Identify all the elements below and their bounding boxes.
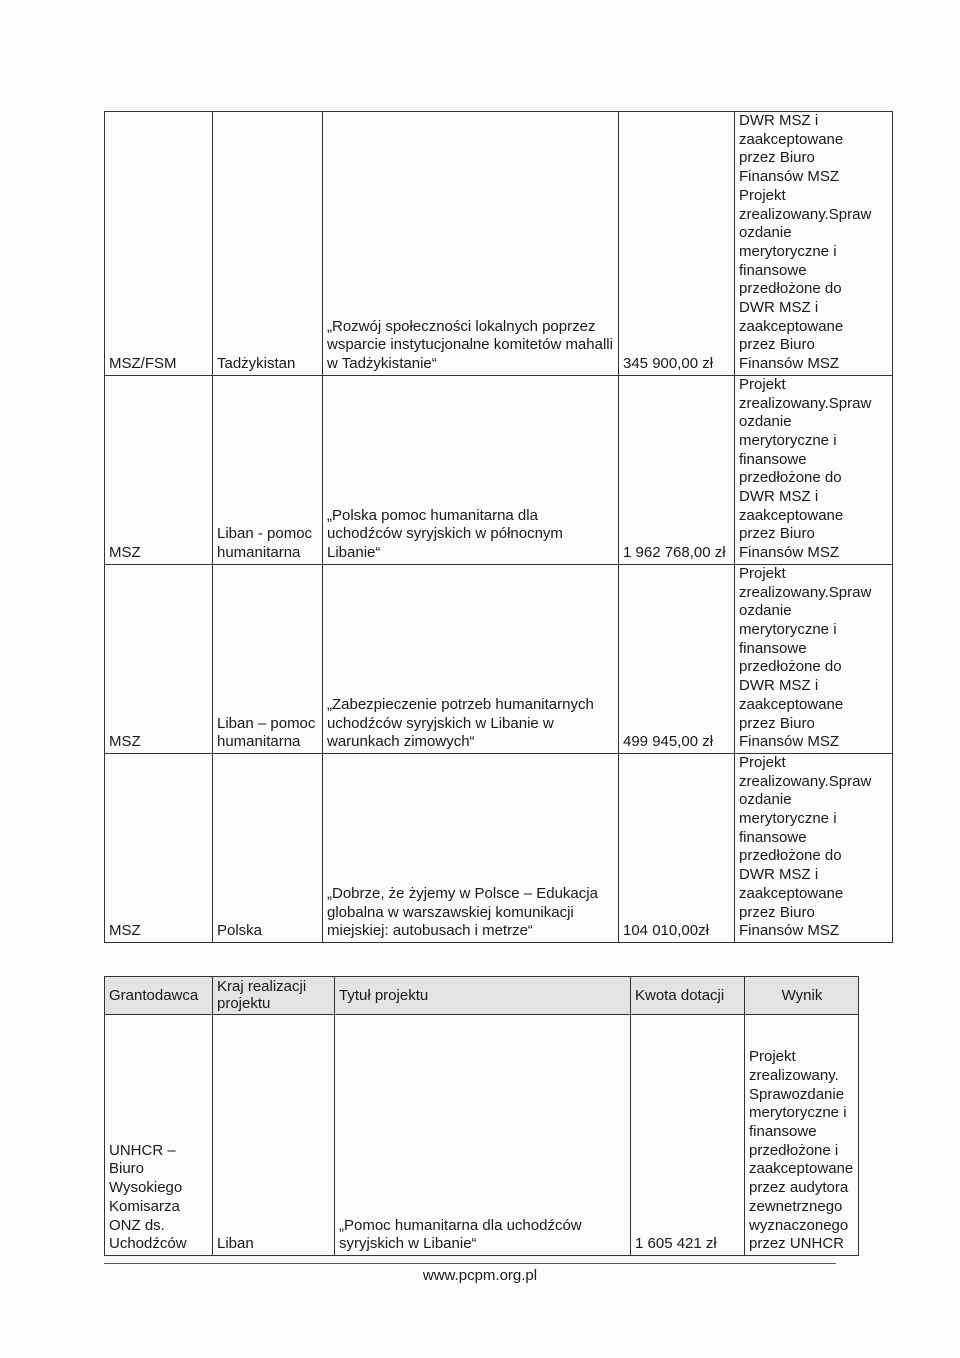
project-title-cell: „Polska pomoc humanitarna dla uchodźców syryjskich w północnym Libanie“ [323,375,619,564]
grantor-cell: MSZ/FSM [105,112,213,376]
footer-divider [104,1263,836,1264]
grantor-cell: UNHCR – Biuro Wysokiego Komisarza ONZ ds. Uchodźców [105,1015,213,1256]
header-location: Kraj realizacji projektu [213,977,335,1015]
result-cell: Projekt zrealizowany.Spraw ozdanie merytoryczne i finansowe przedłożone do DWR MSZ i zaakceptowane przez Biuro Finansów MSZ [735,564,893,753]
header-grantor: Grantodawca [105,977,213,1015]
amount-cell: 1 962 768,00 zł [619,375,735,564]
table-row [105,375,893,564]
grants-table-continued [104,111,893,943]
project-title-cell: „Dobrze, że żyjemy w Polsce – Edukacja globalna w warszawskiej komunikacji miejskiej: autobusach i metrze“ [323,753,619,942]
grantor-cell: MSZ [105,753,213,942]
project-title-cell: „Zabezpieczenie potrzeb humanitarnych uchodźców syryjskich w Libanie w warunkach zimowych“ [323,564,619,753]
table-row [105,112,893,376]
table-header-row [105,977,859,1015]
project-title-cell: „Rozwój społeczności lokalnych poprzez wsparcie instytucjonalne komitetów mahalli w Tadżykistanie“ [323,112,619,376]
amount-cell: 1 605 421 zł [631,1015,745,1256]
result-cell: Projekt zrealizowany.Spraw ozdanie merytoryczne i finansowe przedłożone do DWR MSZ i zaakceptowane przez Biuro Finansów MSZ [735,753,893,942]
amount-cell: 345 900,00 zł [619,112,735,376]
location-cell: Liban - pomoc humanitarna [213,375,323,564]
grants-table-unhcr [104,976,859,1256]
grantor-cell: MSZ [105,375,213,564]
result-cell: DWR MSZ i zaakceptowane przez Biuro Finansów MSZ Projekt zrealizowany.Spraw ozdanie merytoryczne i finansowe przedłożone do DWR MSZ i zaakceptowane przez Biuro Finansów MSZ [735,112,893,376]
header-title: Tytuł projektu [335,977,631,1015]
amount-cell: 499 945,00 zł [619,564,735,753]
table-row [105,564,893,753]
result-cell: Projekt zrealizowany.Spraw ozdanie merytoryczne i finansowe przedłożone do DWR MSZ i zaakceptowane przez Biuro Finansów MSZ [735,375,893,564]
result-cell: Projekt zrealizowany. Sprawozdanie merytoryczne i finansowe przedłożone i zaakceptowane przez audytora zewnetrznego wyznaczonego przez UNHCR [745,1015,859,1256]
table-row [105,753,893,942]
location-cell: Liban – pomoc humanitarna [213,564,323,753]
location-cell: Polska [213,753,323,942]
project-title-cell: „Pomoc humanitarna dla uchodźców syryjskich w Libanie“ [335,1015,631,1256]
amount-cell: 104 010,00zł [619,753,735,942]
location-cell: Liban [213,1015,335,1256]
table-row [105,1015,859,1256]
header-result: Wynik [745,977,859,1015]
grantor-cell: MSZ [105,564,213,753]
header-amount: Kwota dotacji [631,977,745,1015]
footer-url: www.pcpm.org.pl [422,1267,538,1284]
location-cell: Tadżykistan [213,112,323,376]
